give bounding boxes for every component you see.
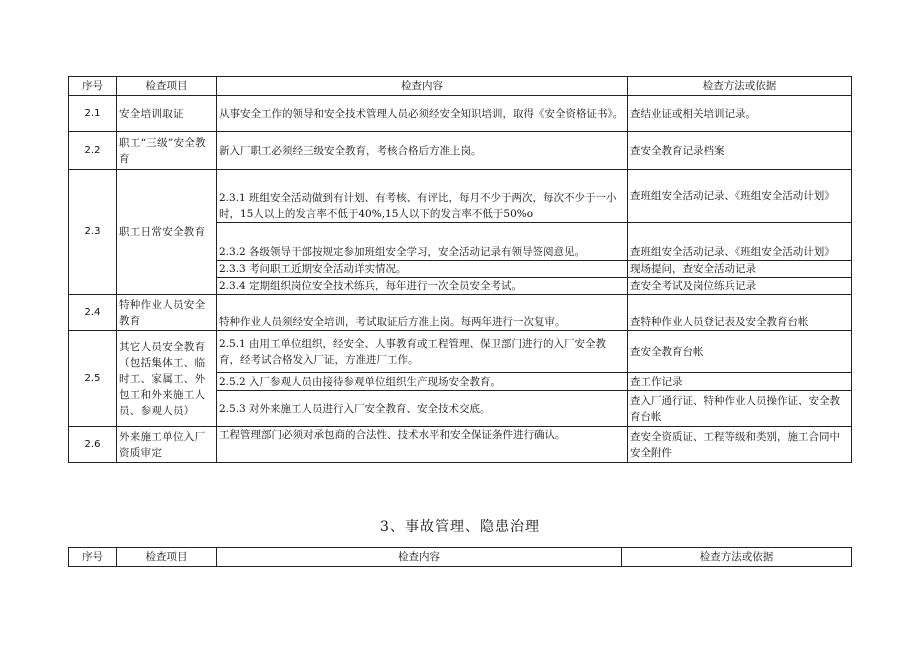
header-item: 检查项目 [117,548,217,567]
safety-education-table [68,76,852,463]
table-row [69,427,852,463]
row-content: 2.5.3 对外来施工人员进行入厂安全教育、安全技术交底。 [217,391,628,427]
row-method: 查班组安全活动记录、《班组安全活动计划》 [628,170,852,223]
row-item: 安全培训取证 [117,96,217,132]
row-number: 2.1 [69,96,117,132]
table-row [69,170,852,223]
row-item: 其它人员安全教育（包括集体工、临时工、家属工、外包工和外来施工人员、参观人员） [117,331,217,427]
row-method: 查特种作业人员登记表及安全教育台帐 [628,295,852,331]
table-row [69,331,852,373]
table-header-row [69,548,852,567]
header-method: 检查方法或依据 [622,548,852,567]
row-content: 2.3.1 班组安全活动做到有计划、有考核、有评比，每月不少于两次，每次不少于一小时，15人以上的发言率不低于40%,15人以下的发言率不低于50%o [217,170,628,223]
header-seq: 序号 [69,77,117,96]
row-method: 查安全资质证、工程等级和类别，施工合同中安全附件 [628,427,852,463]
header-method: 检查方法或依据 [628,77,852,96]
row-method: 查安全教育记录档案 [628,132,852,170]
row-item: 外来施工单位入厂资质审定 [117,427,217,463]
row-number: 2.3 [69,170,117,295]
row-method: 查结业证或相关培训记录。 [628,96,852,132]
row-content: 2.3.2 各级领导干部按规定参加班组安全学习，安全活动记录有领导签阅意见。 [217,223,628,261]
table-row [69,96,852,132]
row-number: 2.5 [69,331,117,427]
row-method: 查工作记录 [628,373,852,391]
row-method: 查安全教育台帐 [628,331,852,373]
row-content: 2.5.2 入厂参观人员由接待参观单位组织生产现场安全教育。 [217,373,628,391]
accident-management-table [68,547,852,567]
header-content: 检查内容 [217,548,622,567]
row-item: 特种作业人员安全教育 [117,295,217,331]
row-item: 职工日常安全教育 [117,170,217,295]
row-method: 现场提问，查安全活动记录 [628,261,852,278]
row-method: 查入厂通行证、特种作业人员操作证、安全教育台帐 [628,391,852,427]
row-content: 特种作业人员须经安全培训，考试取证后方准上岗。每两年进行一次复审。 [217,295,628,331]
row-number: 2.4 [69,295,117,331]
row-method: 查班组安全活动记录、《班组安全活动计划》 [628,223,852,261]
header-content: 检查内容 [217,77,628,96]
row-content: 从事安全工作的领导和安全技术管理人员必须经安全知识培训，取得《安全资格证书》。 [217,96,628,132]
row-number: 2.6 [69,427,117,463]
row-content: 新入厂职工必须经三级安全教育，考核合格后方准上岗。 [217,132,628,170]
row-item: 职工“三级”安全教育 [117,132,217,170]
header-seq: 序号 [69,548,117,567]
header-item: 检查项目 [117,77,217,96]
row-content: 工程管理部门必须对承包商的合法性、技术水平和安全保证条件进行确认。 [217,427,628,463]
row-number: 2.2 [69,132,117,170]
row-content: 2.3.3 考问职工近期安全活动详实情况。 [217,261,628,278]
section-title: 3、事故管理、隐患治理 [380,519,540,535]
row-method: 查安全考试及岗位练兵记录 [628,278,852,295]
table-row [69,295,852,331]
row-content: 2.3.4 定期组织岗位安全技术练兵，每年进行一次全员安全考试。 [217,278,628,295]
table-row [69,132,852,170]
table-header-row [69,77,852,96]
row-content: 2.5.1 由用工单位组织，经安全、人事教育或工程管理、保卫部门进行的入厂安全教育，经考试合格发入厂证，方准进厂工作。 [217,331,628,373]
